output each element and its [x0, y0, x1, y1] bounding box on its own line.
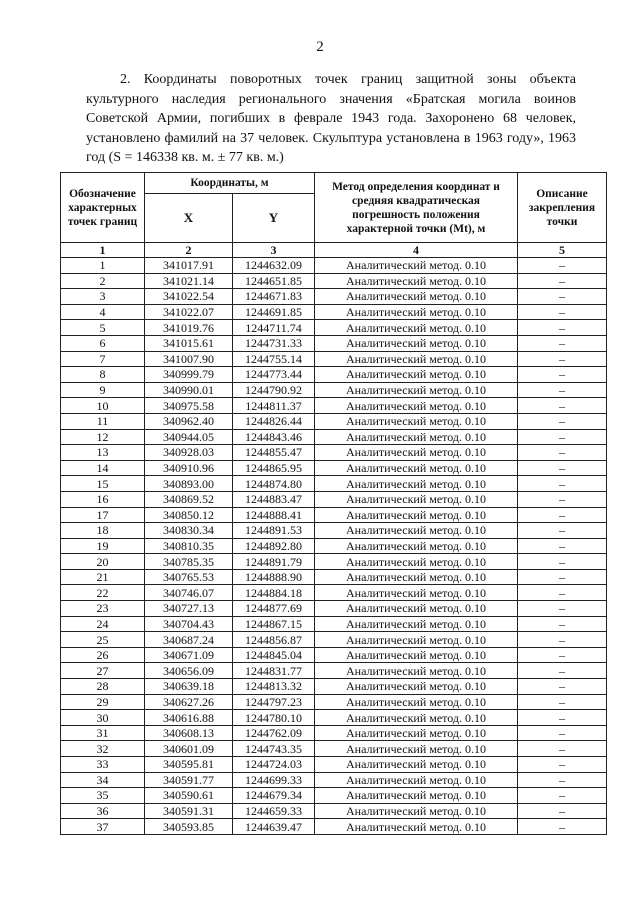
column-number: 3 [233, 243, 315, 258]
cell-method: Аналитический метод. 0.10 [315, 367, 518, 383]
cell-point-number: 30 [61, 710, 145, 726]
cell-description: – [518, 757, 607, 773]
header-y: Y [233, 194, 315, 243]
cell-description: – [518, 554, 607, 570]
cell-point-number: 1 [61, 258, 145, 274]
cell-point-number: 6 [61, 335, 145, 351]
cell-x: 340656.09 [145, 663, 233, 679]
cell-y: 1244651.85 [233, 273, 315, 289]
cell-method: Аналитический метод. 0.10 [315, 788, 518, 804]
cell-method: Аналитический метод. 0.10 [315, 460, 518, 476]
cell-method: Аналитический метод. 0.10 [315, 647, 518, 663]
table-row [61, 476, 607, 492]
cell-point-number: 19 [61, 538, 145, 554]
cell-y: 1244891.53 [233, 523, 315, 539]
cell-method: Аналитический метод. 0.10 [315, 632, 518, 648]
cell-y: 1244831.77 [233, 663, 315, 679]
cell-x: 340639.18 [145, 679, 233, 695]
cell-y: 1244632.09 [233, 258, 315, 274]
cell-description: – [518, 679, 607, 695]
cell-y: 1244877.69 [233, 601, 315, 617]
table-row [61, 289, 607, 305]
cell-y: 1244867.15 [233, 616, 315, 632]
cell-description: – [518, 725, 607, 741]
cell-x: 341019.76 [145, 320, 233, 336]
cell-y: 1244865.95 [233, 460, 315, 476]
cell-x: 340746.07 [145, 585, 233, 601]
cell-x: 340962.40 [145, 413, 233, 429]
cell-method: Аналитический метод. 0.10 [315, 819, 518, 835]
table-row [61, 772, 607, 788]
cell-description: – [518, 710, 607, 726]
cell-description: – [518, 741, 607, 757]
table-row [61, 554, 607, 570]
table-row [61, 616, 607, 632]
table-row [61, 491, 607, 507]
cell-point-number: 20 [61, 554, 145, 570]
coordinates-table [60, 172, 607, 835]
column-number: 1 [61, 243, 145, 258]
table-row [61, 320, 607, 336]
column-number: 5 [518, 243, 607, 258]
table-row [61, 258, 607, 274]
cell-x: 341007.90 [145, 351, 233, 367]
cell-y: 1244888.90 [233, 569, 315, 585]
cell-description: – [518, 382, 607, 398]
table-row [61, 367, 607, 383]
table-body [61, 258, 607, 835]
cell-method: Аналитический метод. 0.10 [315, 398, 518, 414]
cell-x: 340616.88 [145, 710, 233, 726]
table-row [61, 304, 607, 320]
cell-point-number: 23 [61, 601, 145, 617]
cell-description: – [518, 445, 607, 461]
cell-x: 340687.24 [145, 632, 233, 648]
cell-y: 1244755.14 [233, 351, 315, 367]
cell-point-number: 12 [61, 429, 145, 445]
cell-method: Аналитический метод. 0.10 [315, 351, 518, 367]
cell-point-number: 16 [61, 491, 145, 507]
cell-description: – [518, 398, 607, 414]
table-row [61, 601, 607, 617]
cell-method: Аналитический метод. 0.10 [315, 304, 518, 320]
cell-method: Аналитический метод. 0.10 [315, 491, 518, 507]
cell-y: 1244797.23 [233, 694, 315, 710]
cell-method: Аналитический метод. 0.10 [315, 679, 518, 695]
header-coordinates: Координаты, м [145, 173, 315, 194]
cell-method: Аналитический метод. 0.10 [315, 273, 518, 289]
cell-x: 341021.14 [145, 273, 233, 289]
cell-method: Аналитический метод. 0.10 [315, 413, 518, 429]
table-row [61, 819, 607, 835]
cell-description: – [518, 632, 607, 648]
table-row [61, 585, 607, 601]
cell-description: – [518, 772, 607, 788]
table-row [61, 398, 607, 414]
cell-y: 1244891.79 [233, 554, 315, 570]
cell-y: 1244780.10 [233, 710, 315, 726]
column-number: 2 [145, 243, 233, 258]
table-row [61, 273, 607, 289]
cell-method: Аналитический метод. 0.10 [315, 725, 518, 741]
cell-x: 340893.00 [145, 476, 233, 492]
cell-y: 1244691.85 [233, 304, 315, 320]
table-row [61, 679, 607, 695]
cell-point-number: 5 [61, 320, 145, 336]
cell-method: Аналитический метод. 0.10 [315, 476, 518, 492]
table-row [61, 382, 607, 398]
cell-point-number: 15 [61, 476, 145, 492]
cell-method: Аналитический метод. 0.10 [315, 258, 518, 274]
cell-point-number: 4 [61, 304, 145, 320]
cell-description: – [518, 663, 607, 679]
cell-x: 340727.13 [145, 601, 233, 617]
cell-point-number: 24 [61, 616, 145, 632]
cell-method: Аналитический метод. 0.10 [315, 803, 518, 819]
cell-x: 340593.85 [145, 819, 233, 835]
cell-x: 340608.13 [145, 725, 233, 741]
cell-y: 1244711.74 [233, 320, 315, 336]
cell-method: Аналитический метод. 0.10 [315, 694, 518, 710]
column-number: 4 [315, 243, 518, 258]
cell-x: 340671.09 [145, 647, 233, 663]
cell-x: 340850.12 [145, 507, 233, 523]
cell-point-number: 8 [61, 367, 145, 383]
header-point-designation: Обозначение характерных точек границ [61, 173, 145, 243]
table-row [61, 507, 607, 523]
cell-description: – [518, 289, 607, 305]
cell-point-number: 28 [61, 679, 145, 695]
cell-point-number: 26 [61, 647, 145, 663]
cell-point-number: 34 [61, 772, 145, 788]
table-header-row [61, 173, 607, 194]
cell-description: – [518, 320, 607, 336]
cell-description: – [518, 367, 607, 383]
cell-x: 340601.09 [145, 741, 233, 757]
cell-point-number: 35 [61, 788, 145, 804]
table-row [61, 757, 607, 773]
cell-point-number: 14 [61, 460, 145, 476]
table-row [61, 694, 607, 710]
cell-description: – [518, 491, 607, 507]
table-row [61, 725, 607, 741]
cell-method: Аналитический метод. 0.10 [315, 538, 518, 554]
cell-point-number: 22 [61, 585, 145, 601]
table-row [61, 803, 607, 819]
cell-method: Аналитический метод. 0.10 [315, 429, 518, 445]
cell-x: 340999.79 [145, 367, 233, 383]
cell-point-number: 18 [61, 523, 145, 539]
cell-x: 341015.61 [145, 335, 233, 351]
cell-point-number: 36 [61, 803, 145, 819]
cell-x: 341022.07 [145, 304, 233, 320]
cell-point-number: 29 [61, 694, 145, 710]
cell-description: – [518, 429, 607, 445]
cell-point-number: 31 [61, 725, 145, 741]
cell-method: Аналитический метод. 0.10 [315, 585, 518, 601]
cell-x: 341017.91 [145, 258, 233, 274]
cell-method: Аналитический метод. 0.10 [315, 772, 518, 788]
cell-point-number: 10 [61, 398, 145, 414]
cell-point-number: 13 [61, 445, 145, 461]
cell-x: 340595.81 [145, 757, 233, 773]
cell-x: 340869.52 [145, 491, 233, 507]
cell-x: 340810.35 [145, 538, 233, 554]
cell-x: 340928.03 [145, 445, 233, 461]
cell-method: Аналитический метод. 0.10 [315, 663, 518, 679]
table-row [61, 632, 607, 648]
column-number-row [61, 243, 607, 258]
cell-y: 1244843.46 [233, 429, 315, 445]
cell-y: 1244679.34 [233, 788, 315, 804]
cell-y: 1244743.35 [233, 741, 315, 757]
cell-method: Аналитический метод. 0.10 [315, 382, 518, 398]
cell-y: 1244855.47 [233, 445, 315, 461]
cell-method: Аналитический метод. 0.10 [315, 554, 518, 570]
cell-description: – [518, 788, 607, 804]
cell-y: 1244888.41 [233, 507, 315, 523]
cell-y: 1244874.80 [233, 476, 315, 492]
cell-x: 340765.53 [145, 569, 233, 585]
cell-x: 340975.58 [145, 398, 233, 414]
cell-description: – [518, 507, 607, 523]
cell-method: Аналитический метод. 0.10 [315, 445, 518, 461]
header-x: X [145, 194, 233, 243]
page-number: 2 [316, 39, 324, 55]
cell-x: 340704.43 [145, 616, 233, 632]
cell-method: Аналитический метод. 0.10 [315, 616, 518, 632]
cell-method: Аналитический метод. 0.10 [315, 320, 518, 336]
cell-method: Аналитический метод. 0.10 [315, 289, 518, 305]
cell-description: – [518, 694, 607, 710]
cell-point-number: 11 [61, 413, 145, 429]
cell-y: 1244639.47 [233, 819, 315, 835]
cell-y: 1244826.44 [233, 413, 315, 429]
cell-y: 1244659.33 [233, 803, 315, 819]
cell-description: – [518, 803, 607, 819]
cell-x: 340627.26 [145, 694, 233, 710]
cell-y: 1244884.18 [233, 585, 315, 601]
cell-method: Аналитический метод. 0.10 [315, 335, 518, 351]
cell-method: Аналитический метод. 0.10 [315, 601, 518, 617]
cell-description: – [518, 601, 607, 617]
cell-y: 1244811.37 [233, 398, 315, 414]
cell-x: 340591.77 [145, 772, 233, 788]
table-row [61, 741, 607, 757]
table-row [61, 710, 607, 726]
table-row [61, 351, 607, 367]
cell-description: – [518, 304, 607, 320]
cell-description: – [518, 585, 607, 601]
cell-y: 1244892.80 [233, 538, 315, 554]
cell-method: Аналитический метод. 0.10 [315, 757, 518, 773]
cell-point-number: 37 [61, 819, 145, 835]
cell-y: 1244762.09 [233, 725, 315, 741]
table-row [61, 538, 607, 554]
cell-description: – [518, 460, 607, 476]
cell-description: – [518, 569, 607, 585]
cell-point-number: 3 [61, 289, 145, 305]
header-description: Описание закрепления точки [518, 173, 607, 243]
cell-y: 1244856.87 [233, 632, 315, 648]
cell-x: 340830.34 [145, 523, 233, 539]
cell-description: – [518, 523, 607, 539]
table-row [61, 445, 607, 461]
cell-point-number: 25 [61, 632, 145, 648]
cell-y: 1244813.32 [233, 679, 315, 695]
cell-point-number: 27 [61, 663, 145, 679]
cell-description: – [518, 819, 607, 835]
cell-description: – [518, 258, 607, 274]
cell-description: – [518, 413, 607, 429]
cell-method: Аналитический метод. 0.10 [315, 523, 518, 539]
cell-point-number: 7 [61, 351, 145, 367]
header-method: Метод определения координат и средняя квадратическая погрешность положения характерной точки (Mt), м [315, 173, 518, 243]
cell-x: 340910.96 [145, 460, 233, 476]
table-row [61, 569, 607, 585]
cell-y: 1244773.44 [233, 367, 315, 383]
cell-method: Аналитический метод. 0.10 [315, 710, 518, 726]
cell-y: 1244790.92 [233, 382, 315, 398]
cell-x: 340990.01 [145, 382, 233, 398]
table-row [61, 413, 607, 429]
cell-point-number: 21 [61, 569, 145, 585]
table-row [61, 335, 607, 351]
table-row [61, 788, 607, 804]
cell-method: Аналитический метод. 0.10 [315, 569, 518, 585]
cell-description: – [518, 616, 607, 632]
cell-y: 1244731.33 [233, 335, 315, 351]
cell-y: 1244699.33 [233, 772, 315, 788]
cell-description: – [518, 647, 607, 663]
cell-y: 1244883.47 [233, 491, 315, 507]
cell-method: Аналитический метод. 0.10 [315, 507, 518, 523]
cell-x: 340785.35 [145, 554, 233, 570]
cell-point-number: 32 [61, 741, 145, 757]
intro-paragraph: 2. Координаты поворотных точек границ защитной зоны объекта культурного наследия регионального значения «Братская могила воинов Советской Армии, погибших в феврале 1943 года. Захоронено 68 человек, установлено фамилий на 37 человек. Скульптура установлена в 1963 году», 1963 год (S = 146338 кв. м. ± 77 кв. м.) [86, 72, 576, 165]
cell-description: – [518, 335, 607, 351]
cell-point-number: 9 [61, 382, 145, 398]
table-row [61, 460, 607, 476]
cell-point-number: 2 [61, 273, 145, 289]
cell-x: 340590.61 [145, 788, 233, 804]
cell-y: 1244671.83 [233, 289, 315, 305]
table-row [61, 663, 607, 679]
cell-method: Аналитический метод. 0.10 [315, 741, 518, 757]
cell-description: – [518, 273, 607, 289]
cell-x: 341022.54 [145, 289, 233, 305]
cell-description: – [518, 538, 607, 554]
table-row [61, 429, 607, 445]
cell-y: 1244724.03 [233, 757, 315, 773]
cell-point-number: 17 [61, 507, 145, 523]
cell-x: 340944.05 [145, 429, 233, 445]
cell-point-number: 33 [61, 757, 145, 773]
cell-y: 1244845.04 [233, 647, 315, 663]
table-row [61, 647, 607, 663]
cell-description: – [518, 476, 607, 492]
cell-description: – [518, 351, 607, 367]
cell-x: 340591.31 [145, 803, 233, 819]
table-row [61, 523, 607, 539]
